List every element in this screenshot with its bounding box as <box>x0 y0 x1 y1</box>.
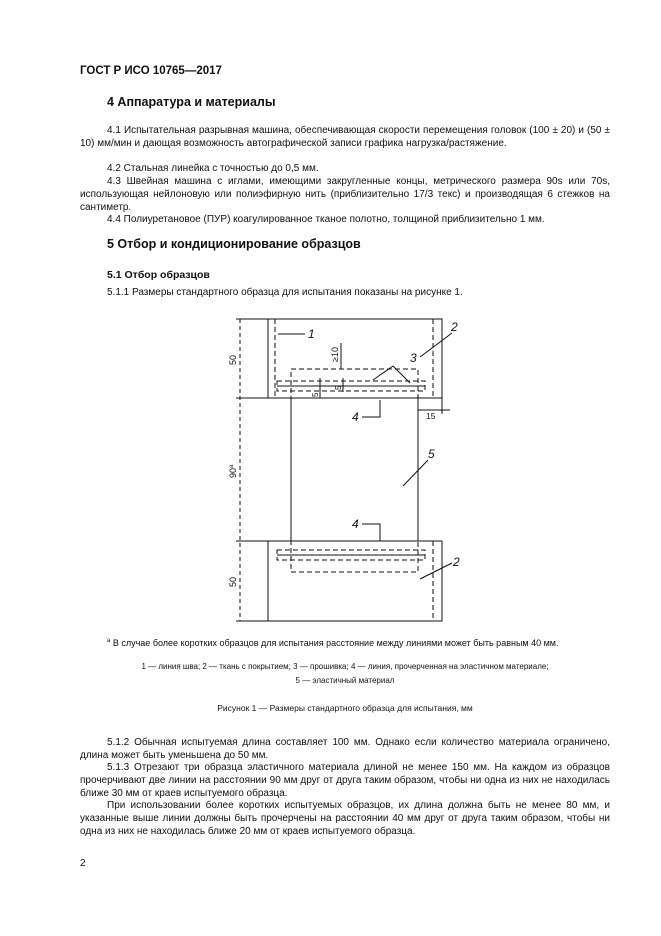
callout-4-top: 4 <box>352 410 359 424</box>
paragraph-4-1: 4.1 Испытательная разрывная машина, обеспечивающая скорости перемещения головок (100 ± 20) и (50 ± 10) мм/мин и дающая возможность автографической записи графика нагрузка/растяжение. <box>80 125 610 149</box>
section-5-title: 5 Отбор и кондиционирование образцов <box>107 237 361 251</box>
document-header: ГОСТ Р ИСО 10765—2017 <box>80 65 222 77</box>
dim-bottom-50: 50 <box>228 576 238 587</box>
bottom-coated-fabric <box>268 541 442 621</box>
leader-4-top <box>362 400 380 417</box>
section-4-title: 4 Аппаратура и материалы <box>107 95 276 109</box>
paragraph-5-1-2: 5.1.2 Обычная испытуемая длина составляет 100 мм. Однако если количество материала ограничено, длина может быть уменьшена до 50 мм. <box>80 737 610 761</box>
paragraph-5-1-1: 5.1.1 Размеры стандартного образца для испытания показаны на рисунке 1. <box>107 287 463 298</box>
dim-5-b: 5 <box>334 385 343 390</box>
callout-5: 5 <box>428 447 435 461</box>
dim-5-a: 5 <box>311 392 320 397</box>
seam-line-bottom <box>277 541 433 621</box>
callout-4-bottom: 4 <box>352 517 359 531</box>
dim-top-50: 50 <box>228 354 238 365</box>
paragraph-4-3: 4.3 Швейная машина с иглами, имеющими закругленные концы, метрического размера 90s или 70s, использующая нейлоновую или полиэфирную нить (приблизительно 17/3 текс) и производящая 6 стежков на сантиметр. <box>80 176 610 213</box>
figure-legend-line-1: 1 — линия шва; 2 — ткань с покрытием; 3 — прошивка; 4 — линия, прочерченная на эластичном материале; <box>141 662 549 671</box>
leader-2-bottom <box>420 563 452 579</box>
callout-2-bottom: 2 <box>453 555 460 569</box>
leader-5 <box>403 460 428 486</box>
callout-2-top: 2 <box>451 320 458 334</box>
callout-1: 1 <box>308 327 315 341</box>
paragraph-5-1-3-cont: При использовании более коротких испытуемых образцов, их длина должна быть не менее 80 мм, и указанные выше линии должны быть прочерчены на расстоянии 40 мм друг от друга таким образом, чтобы ни одна из них не находилась ближе 20 мм от краев испытуемого образца. <box>80 800 610 837</box>
paragraph-4-2: 4.2 Стальная линейка с точностью до 0,5 мм. <box>107 163 319 174</box>
figure-caption: Рисунок 1 — Размеры стандартного образца для испытания, мм <box>217 703 473 713</box>
figure-legend-line-2: 5 — эластичный материал <box>295 676 395 685</box>
paragraph-5-1-3: 5.1.3 Отрезают три образца эластичного материала длиной не менее 150 мм. На каждом из образцов прочерчивают две линии на расстоянии 90 мм друг от друга таким образом, чтобы ни одна из них не находилась ближе 30 мм от краев испытуемого образца. <box>80 762 610 799</box>
callout-3: 3 <box>410 351 417 365</box>
figure-footnote: $^a$ В случае более коротких образцов для испытания расстояние между линиями может быть равным 40 мм. <box>107 638 559 648</box>
dim-ge10: ≥10 <box>330 347 340 362</box>
leader-2-top <box>420 333 452 357</box>
dim-mid-90: 90$^a$ <box>228 464 238 478</box>
subsection-5-1-title: 5.1 Отбор образцов <box>107 269 210 281</box>
page-number: 2 <box>80 858 86 869</box>
leader-3-a <box>373 366 393 380</box>
paragraph-4-4: 4.4 Полиуретановое (ПУР) коагулированное тканое полотно, толщиной приблизительно 1 мм. <box>107 214 545 225</box>
dim-15: 15 <box>426 411 436 421</box>
leader-4-bottom <box>362 524 380 541</box>
